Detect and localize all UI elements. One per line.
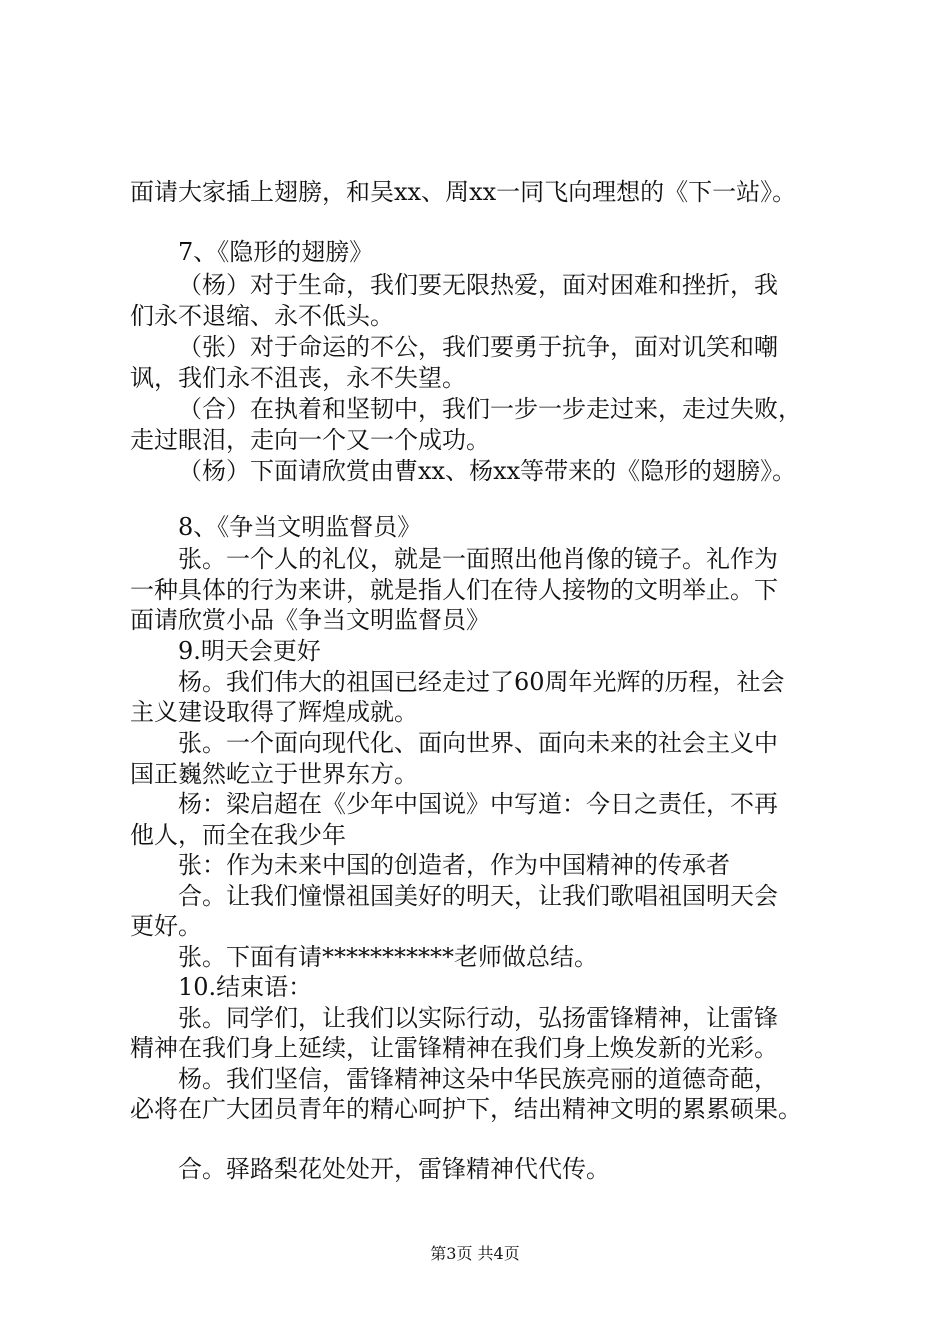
section-heading-7: 7、《隐形的翅膀》 [178, 238, 374, 266]
text-line: 精神在我们身上延续，让雷锋精神在我们身上焕发新的光彩。 [130, 1034, 778, 1062]
text-line: （合）在执着和坚韧中，我们一步一步走过来，走过失败， [178, 395, 802, 423]
text-line: 必将在广大团员青年的精心呵护下，结出精神文明的累累硕果。 [130, 1095, 802, 1123]
text-line: （杨）下面请欣赏由曹xx、杨xx等带来的《隐形的翅膀》。 [178, 457, 797, 485]
text-line: 张。同学们，让我们以实际行动，弘扬雷锋精神，让雷锋 [178, 1004, 778, 1032]
text-line: 张。一个人的礼仪，就是一面照出他肖像的镜子。礼作为 [178, 545, 778, 573]
text-line: （杨）对于生命，我们要无限热爱，面对困难和挫折，我 [178, 271, 778, 299]
text-line: 张：作为未来中国的创造者，作为中国精神的传承者 [178, 851, 730, 879]
text-line: 面请欣赏小品《争当文明监督员》 [130, 606, 490, 634]
text-line: 杨：梁启超在《少年中国说》中写道：今日之责任，不再 [178, 790, 778, 818]
text-line: 一种具体的行为来讲，就是指人们在待人接物的文明举止。下 [130, 576, 778, 604]
text-line: 杨。我们坚信，雷锋精神这朵中华民族亮丽的道德奇葩， [178, 1065, 778, 1093]
text-line: 更好。 [130, 912, 202, 940]
text-line: 走过眼泪，走向一个又一个成功。 [130, 426, 490, 454]
text-line: 合。驿路梨花处处开，雷锋精神代代传。 [178, 1155, 610, 1183]
text-line: 面请大家插上翅膀，和吴xx、周xx一同飞向理想的《下一站》。 [130, 178, 797, 206]
text-line: 他人，而全在我少年 [130, 821, 346, 849]
text-line: （张）对于命运的不公，我们要勇于抗争，面对讥笑和嘲 [178, 333, 778, 361]
text-line: 杨。我们伟大的祖国已经走过了60周年光辉的历程，社会 [178, 668, 785, 696]
text-line: 合。让我们憧憬祖国美好的明天，让我们歌唱祖国明天会 [178, 882, 778, 910]
text-line: 张。一个面向现代化、面向世界、面向未来的社会主义中 [178, 729, 778, 757]
page-number-footer: 第3页 共4页 [430, 1244, 520, 1263]
text-line: 张。下面有请***********老师做总结。 [178, 943, 598, 971]
section-heading-9: 9.明天会更好 [178, 637, 321, 665]
text-line: 讽，我们永不沮丧，永不失望。 [130, 364, 466, 392]
section-heading-8: 8、《争当文明监督员》 [178, 513, 422, 541]
text-line: 们永不退缩、永不低头。 [130, 302, 394, 330]
text-line: 主义建设取得了辉煌成就。 [130, 698, 418, 726]
section-heading-10: 10.结束语： [178, 973, 313, 1001]
text-line: 国正巍然屹立于世界东方。 [130, 760, 418, 788]
